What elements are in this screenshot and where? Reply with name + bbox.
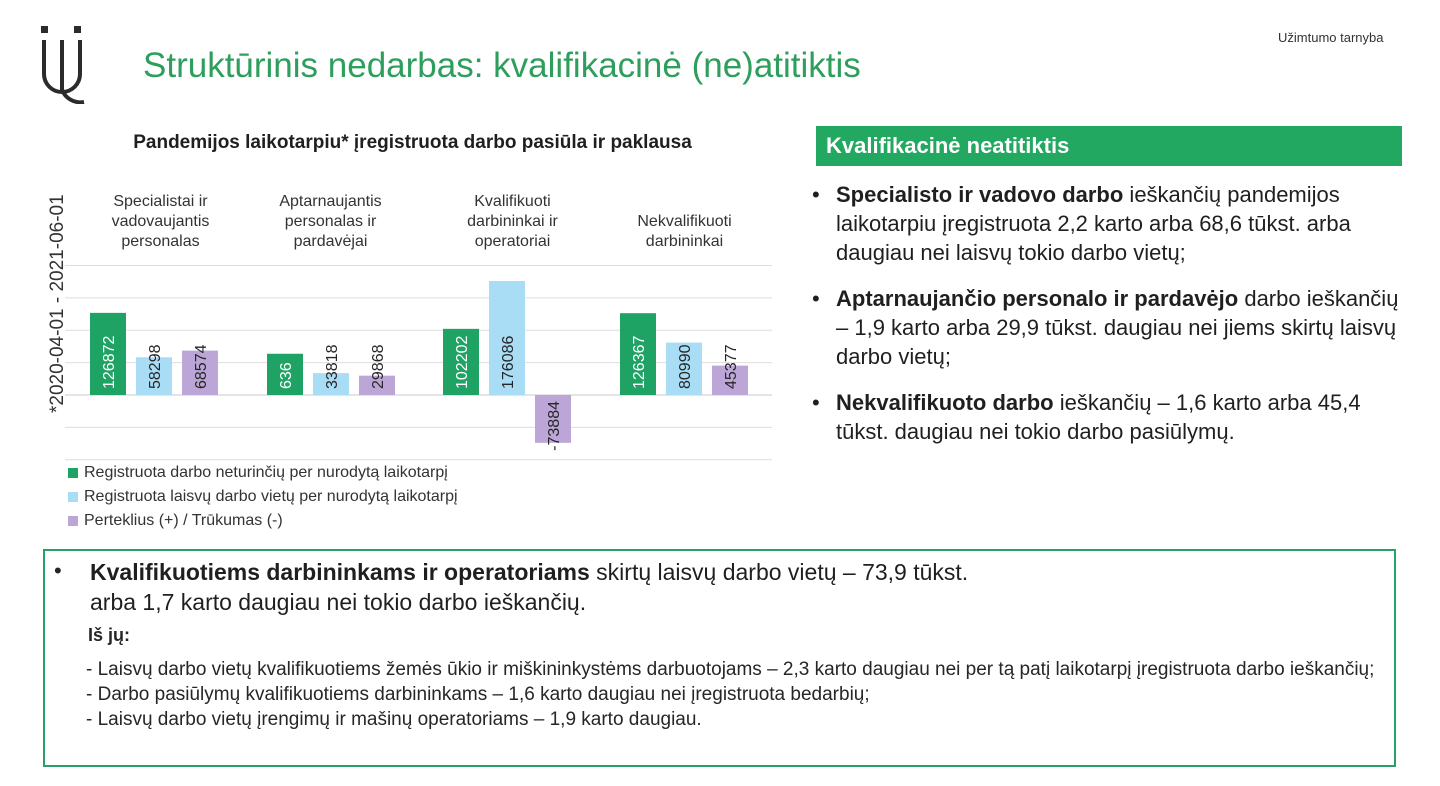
bottom-main-text — [90, 557, 970, 617]
list-item-bold: Aptarnaujančio personalo ir pardavėjo — [836, 286, 1239, 311]
legend-swatch-0 — [68, 468, 78, 478]
category-label-0: Specialistai ir vadovaujantis personalas — [111, 193, 210, 250]
bar-chart — [60, 255, 780, 470]
legend-item — [68, 461, 458, 485]
bottom-bullet: • — [54, 558, 62, 583]
list-item — [810, 388, 1400, 446]
list-item-bold: Specialisto ir vadovo darbo — [836, 182, 1124, 207]
bottom-item: - Laisvų darbo vietų kvalifikuotiems žemės ūkio ir miškininkystėms darbuotojams – 2,3 karto daugiau nei per tą patį laikotarpį įregistruota darbo ieškančių; — [86, 659, 1375, 680]
data-label-s0-c0: 126872 — [101, 335, 118, 389]
right-panel-header: Kvalifikacinė neatitiktis — [816, 126, 1402, 166]
legend-swatch-1 — [68, 492, 78, 502]
legend-swatch-2 — [68, 516, 78, 526]
page-title: Struktūrinis nedarbas: kvalifikacinė (ne)atitiktis — [143, 46, 861, 85]
legend-label-0: Registruota darbo neturinčių per nurodytą laikotarpį — [84, 464, 448, 481]
bottom-item: - Laisvų darbo vietų įrengimų ir mašinų operatoriams – 1,9 karto daugiau. — [86, 709, 702, 730]
data-label-s0-c3: 126367 — [631, 335, 648, 389]
list-item-text: darbo ieškančių – 1,9 karto arba 29,9 tūkst. daugiau nei jiems skirtų laisvų darbo vietų; — [836, 286, 1399, 369]
bottom-item-list — [86, 657, 1376, 732]
data-label-s1-c2: 176086 — [500, 335, 517, 389]
data-label-s2-c0: 68574 — [193, 344, 210, 389]
category-label-2: Kvalifikuoti darbininkai ir operatoriai — [467, 193, 558, 250]
list-item-text: ieškančių pandemijos laikotarpiu įregistruota 2,2 karto arba 68,6 tūkst. arba daugiau nei laisvų tokio darbo vietų; — [836, 182, 1351, 265]
data-label-s2-c3: 45377 — [723, 344, 740, 389]
data-label-s2-c1: 29868 — [370, 344, 387, 389]
category-label-3: Nekvalifikuoti darbininkai — [637, 213, 732, 250]
right-panel-list — [810, 180, 1400, 463]
organization-logo — [40, 26, 92, 104]
list-item — [810, 284, 1400, 371]
legend-item — [68, 485, 458, 509]
chart-period-label: *2020-04-01 - 2021-06-01 — [47, 194, 68, 413]
chart-legend — [68, 461, 458, 533]
legend-label-2: Perteklius (+) / Trūkumas (-) — [84, 512, 283, 529]
bottom-sub-heading: Iš jų: — [88, 625, 131, 645]
data-label-s1-c1: 33818 — [324, 344, 341, 389]
bottom-main-rest: skirtų laisvų darbo vietų – 73,9 tūkst. arba 1,7 karto daugiau nei tokio darbo ieškančių. — [90, 559, 969, 615]
bottom-item: - Darbo pasiūlymų kvalifikuotiems darbininkams – 1,6 karto daugiau nei įregistruota bedarbių; — [86, 684, 870, 705]
list-item-text: ieškančių – 1,6 karto arba 45,4 tūkst. daugiau nei tokio darbo pasiūlymų. — [836, 390, 1361, 444]
data-label-s0-c2: 102202 — [454, 335, 471, 389]
data-label-s1-c0: 58298 — [147, 344, 164, 389]
legend-item — [68, 509, 458, 533]
category-label-1: Aptarnaujantis personalas ir pardavėjai — [279, 193, 382, 250]
bottom-main-bold: Kvalifikuotiems darbininkams ir operatoriams — [90, 559, 590, 585]
data-label-s1-c3: 80990 — [677, 344, 694, 389]
data-label-s0-c1: 636 — [278, 362, 295, 389]
list-item — [810, 180, 1400, 267]
organization-name: Užimtumo tarnyba — [1278, 30, 1384, 45]
list-item-bold: Nekvalifikuoto darbo — [836, 390, 1054, 415]
data-label-s2-c2: -73884 — [546, 401, 563, 451]
legend-label-1: Registruota laisvų darbo vietų per nurodytą laikotarpį — [84, 488, 458, 505]
chart-title: Pandemijos laikotarpiu* įregistruota darbo pasiūla ir paklausa — [133, 132, 692, 153]
